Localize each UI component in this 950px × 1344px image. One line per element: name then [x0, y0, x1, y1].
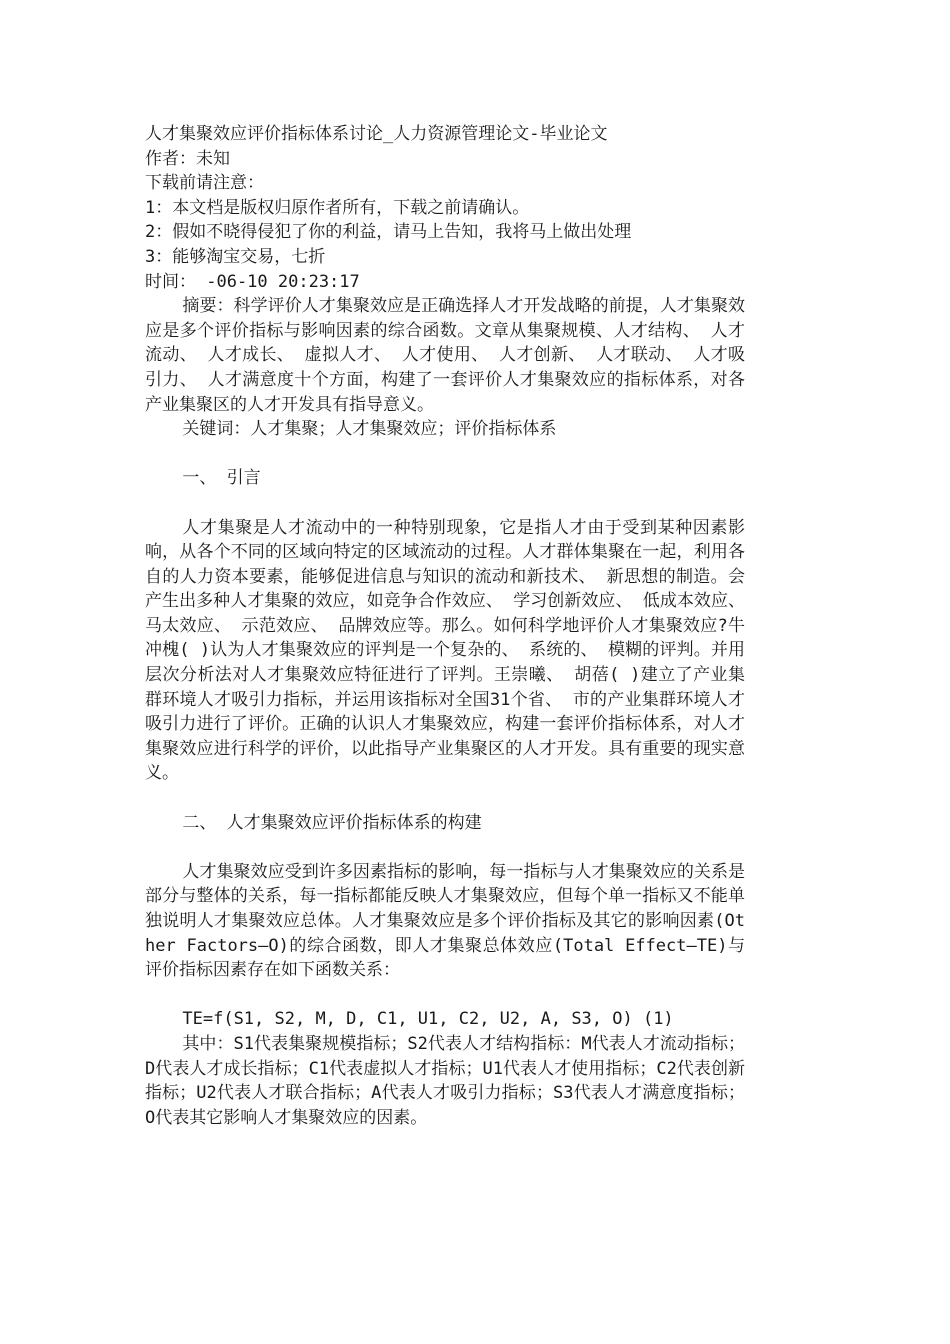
section-1-heading: 一、 引言 — [182, 468, 261, 489]
author-line: 作者：未知 — [145, 148, 230, 169]
spacer — [145, 442, 745, 467]
section-2-paragraph: 人才集聚效应受到许多因素指标的影响，每一指标与人才集聚效应的关系是部分与整体的关系，每一指标都能反映人才集聚效应，但每个单一指标又不能单独说明人才集聚效应总体。人才集聚效应是多个评价指标及其它的影响因素(Other Factors—O)的综合函数，即人才集聚总体效应(Total Effect—TE)与评价指标因素存在如下函数关系： — [145, 861, 745, 981]
spacer — [145, 786, 745, 811]
spacer — [145, 835, 745, 860]
abstract-paragraph: 摘要：科学评价人才集聚效应是正确选择人才开发战略的前提，人才集聚效应是多个评价指标与影响因素的综合函数。文章从集聚规模、人才结构、 人才流动、 人才成长、 虚拟人才、 人才使用、 人才创新、 人才联动、 人才吸引力、 人才满意度十个方面，构建了一套评价人才集聚效应的指标体系，对各产业集聚区的人才开发具有指导意义。 — [145, 296, 745, 415]
formula-explanation: 其中：S1代表集聚规模指标；S2代表人才结构指标：M代表人才流动指标；D代表人才成长指标；C1代表虚拟人才指标；U1代表人才使用指标；C2代表创新指标；U2代表人才联合指标；A代表人才吸引力指标；S3代表人才满意度指标；O代表其它影响人才集聚效应的因素。 — [145, 1033, 745, 1128]
notice-title: 下载前请注意： — [145, 173, 264, 194]
section-2-heading: 二、 人才集聚效应评价指标体系的构建 — [182, 812, 482, 833]
section-1-paragraph: 人才集聚是人才流动中的一种特别现象，它是指人才由于受到某种因素影响，从各个不同的区域向特定的区域流动的过程。人才群体集聚在一起，利用各自的人力资本要素，能够促进信息与知识的流动和新技术、 新思想的制造。会产生出多种人才集聚的效应，如竞争合作效应、 学习创新效应、 低成本效应、 马太效应、 示范效应、 品牌效应等。那么。如何科学地评价人才集聚效应?牛冲槐( )认为人才集聚效应的评判是一个复杂的、 系统的、 模糊的评判。并用层次分析法对人才集聚效应特征进行了评判。王崇曦、 胡蓓( )建立了产业集群环境人才吸引力指标，并运用该指标对全国31个省、 市的产业集群环境人才吸引力进行了评价。正确的认识人才集聚效应，构建一套评价指标体系，对人才集聚效应进行科学的评价，以此指导产业集聚区的人才开发。具有重要的现实意义。 — [145, 517, 745, 784]
spacer — [145, 491, 745, 516]
function-formula: TE=f(S1, S2, M, D, C1, U1, C2, U2, A, S3, O) (1) — [182, 1009, 674, 1030]
notice-item-2: 2：假如不晓得侵犯了你的利益，请马上告知，我将马上做出处理 — [145, 222, 632, 243]
keywords-paragraph: 关键词：人才集聚；人才集聚效应；评价指标体系 — [182, 419, 557, 440]
spacer — [145, 983, 745, 1008]
timestamp-line: 时间： -06-10 20:23:17 — [145, 271, 360, 292]
notice-item-1: 1：本文档是版权归原作者所有，下载之前请确认。 — [145, 197, 530, 218]
notice-item-3: 3：能够淘宝交易，七折 — [145, 246, 326, 267]
document-page — [145, 122, 745, 1130]
document-title: 人才集聚效应评价指标体系讨论_人力资源管理论文-毕业论文 — [145, 124, 608, 144]
